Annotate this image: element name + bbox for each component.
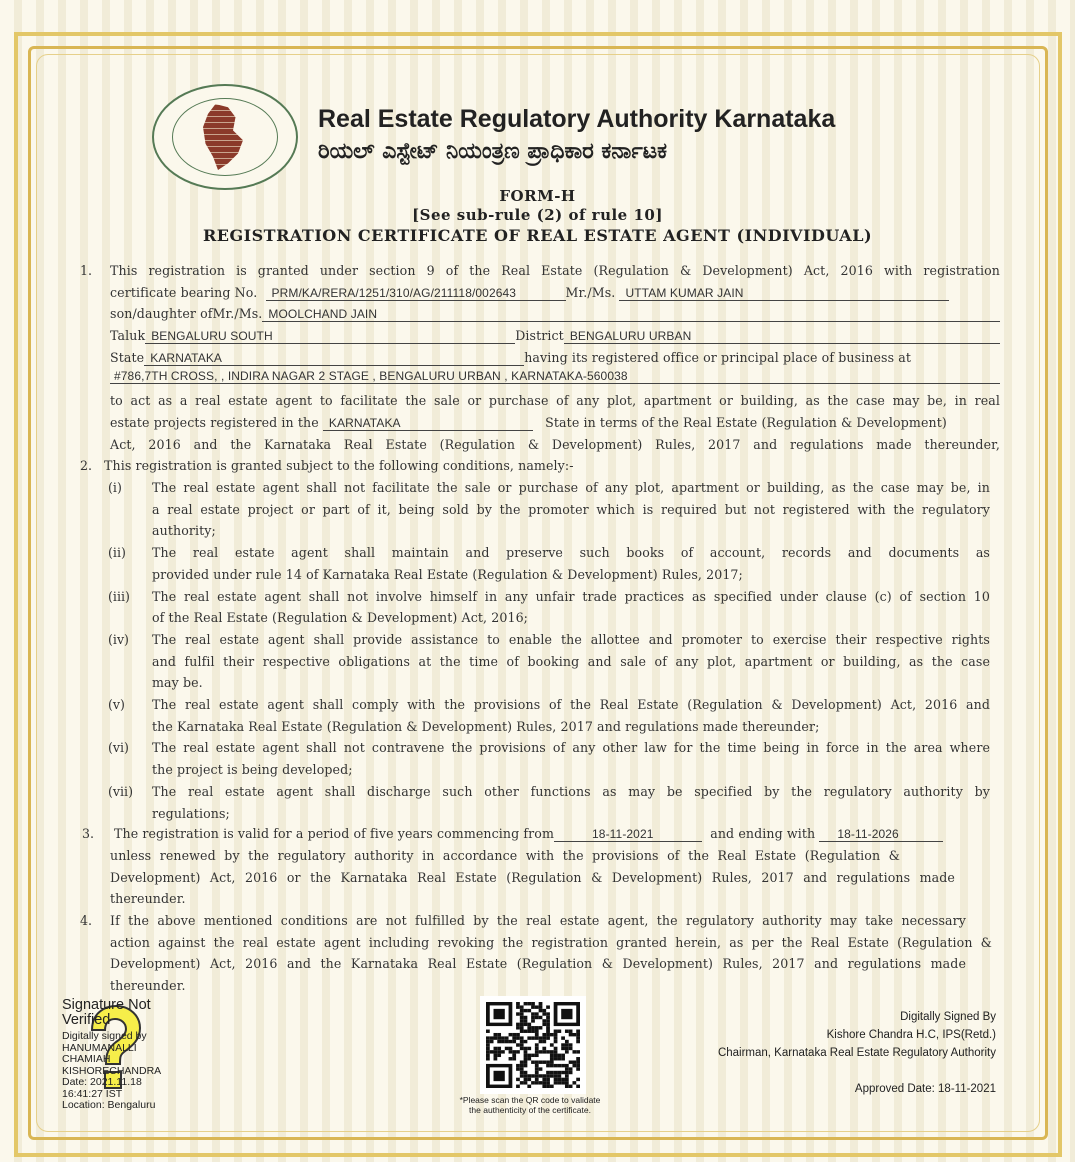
condition-text-line: authority;	[152, 523, 216, 538]
agent-name-field: UTTAM KUMAR JAIN	[619, 286, 949, 301]
condition-text-line: The real estate agent shall comply with the provisions of the Real Estate (Regulation & Development) Act, 2016 and	[152, 697, 990, 712]
signer-line: Digitally Signed By	[900, 1011, 996, 1023]
taluk-line	[110, 325, 1000, 346]
rera-logo	[152, 84, 298, 190]
condition-text-line: The real estate agent shall discharge such other functions as may be specified by the regulatory authority by	[152, 784, 990, 799]
signature-status-line: Signature Not	[62, 997, 151, 1013]
parent-name-field: MOOLCHAND JAIN	[262, 307, 1000, 322]
clause-number: 4.	[80, 913, 93, 928]
signature-detail-line: 16:41:27 IST	[62, 1087, 123, 1100]
text-line: thereunder.	[110, 891, 186, 906]
state-field: KARNATAKA	[144, 351, 524, 366]
condition-text-line: and fulfil their respective obligations at the time of booking and sale of any plot, apartment or building, as the case	[152, 654, 990, 669]
condition-number: (vii)	[108, 784, 133, 799]
signature-status-line: Verified	[62, 1012, 111, 1028]
label: Mr./Ms.	[565, 285, 616, 300]
signature-detail-line: CHAMIAH	[62, 1053, 111, 1065]
clause-number: 2.	[80, 458, 93, 473]
condition-text-line: regulations;	[152, 806, 230, 821]
condition-text-line: The real estate agent shall provide assistance to enable the allottee and promoter to exercise their respective rights	[152, 632, 990, 647]
qr-code[interactable]	[480, 996, 586, 1094]
qr-note-line: the authenticity of the certificate.	[469, 1105, 591, 1115]
validity-line	[114, 823, 996, 844]
signer-block	[718, 1008, 996, 1098]
label: District	[515, 328, 564, 343]
text-line: action against the real estate agent including revoking the registration granted herein, as per the Real Estate (Regulation &	[110, 935, 992, 950]
condition-text-line: a real estate project or part of it, being sold by the promoter which is required but not registered with the regulatory	[152, 502, 990, 517]
condition-text-line: The real estate agent shall not involve himself in any unfair trade practices as specified under clause (c) of section 10	[152, 589, 990, 604]
project-state-line	[110, 412, 1000, 433]
condition-number: (i)	[108, 480, 122, 495]
signer-name: Kishore Chandra H.C, IPS(Retd.)	[826, 1029, 996, 1041]
condition-text-line: The real estate agent shall not contravene the provisions of any other law for the time being in force in the area where	[152, 740, 990, 755]
condition-text-line: may be.	[152, 675, 203, 690]
label: son/daughter ofMr./Ms.	[110, 306, 263, 321]
condition-text-line: the Karnataka Real Estate (Regulation & Development) Rules, 2017 and regulations made thereunder;	[152, 719, 820, 734]
approved-date: Approved Date: 18-11-2021	[854, 1083, 996, 1095]
label: State	[110, 350, 145, 365]
qr-note-line: *Please scan the QR code to validate	[459, 1095, 601, 1105]
clause-number: 3.	[82, 826, 95, 841]
valid-from-field: 18-11-2021	[554, 827, 702, 842]
condition-text-line: The real estate agent shall not facilitate the sale or purchase of any plot, apartment or building, as the case may be, in	[152, 480, 990, 495]
district-field: BENGALURU URBAN	[564, 329, 1000, 344]
condition-number: (vi)	[108, 740, 129, 755]
project-state-field: KARNATAKA	[323, 416, 533, 431]
cert-no-field: PRM/KA/RERA/1251/310/AG/211118/002643	[266, 286, 566, 301]
condition-text-line: of the Real Estate (Regulation & Development) Act, 2016;	[152, 610, 529, 625]
label: and ending with	[710, 826, 816, 841]
clause-number: 1.	[80, 263, 93, 278]
condition-text-line: The real estate agent shall maintain and preserve such books of account, records and documents as	[152, 545, 990, 560]
text-line: If the above mentioned conditions are not fulfilled by the real estate agent, the regulatory authority may take necessary	[110, 913, 966, 928]
cert-no-line	[110, 282, 1000, 303]
parent-line	[110, 303, 1000, 324]
text-line: This registration is granted under section 9 of the Real Estate (Regulation & Development) Act, 2016 with registration	[110, 263, 1000, 278]
signature-details	[62, 1031, 161, 1112]
label: certificate bearing No.	[110, 285, 258, 300]
authority-title-kn: ರಿಯಲ್ ಎಸ್ಟೇಟ್ ನಿಯಂತ್ರಣ ಪ್ರಾಧಿಕಾರ ಕರ್ನಾಟಕ	[318, 139, 667, 164]
certificate-title: REGISTRATION CERTIFICATE OF REAL ESTATE AGENT (INDIVIDUAL)	[202, 226, 873, 245]
state-line	[110, 347, 1000, 368]
label: The registration is valid for a period of five years commencing from	[114, 826, 555, 841]
valid-to-field: 18-11-2026	[819, 827, 943, 842]
condition-number: (v)	[108, 697, 125, 712]
condition-text-line: provided under rule 14 of Karnataka Real Estate (Regulation & Development) Rules, 2017;	[152, 567, 743, 582]
address-field: #786,7TH CROSS, , INDIRA NAGAR 2 STAGE , BENGALURU URBAN , KARNATAKA-560038	[110, 369, 1000, 384]
authority-title-en: Real Estate Regulatory Authority Karnataka	[318, 105, 836, 133]
condition-text-line: the project is being developed;	[152, 762, 353, 777]
text-line: Development) Act, 2016 or the Karnataka Real Estate (Regulation & Development) Rules, 2017 and regulations made	[110, 870, 955, 885]
text-line: unless renewed by the regulatory authority in accordance with the provisions of the Real Estate (Regulation &	[110, 848, 900, 863]
condition-number: (iii)	[108, 589, 130, 604]
text-line: This registration is granted subject to the following conditions, namely:-	[104, 458, 574, 473]
address-line	[110, 369, 1000, 390]
label: Taluk	[110, 328, 146, 343]
signature-detail-line: Location: Bengaluru	[62, 1099, 156, 1111]
signature-detail-line: HANUMANALLI	[62, 1041, 137, 1054]
qr-code-image	[486, 1002, 580, 1088]
taluk-field: BENGALURU SOUTH	[145, 329, 515, 344]
text-line: thereunder.	[110, 978, 186, 993]
condition-number: (iv)	[108, 632, 129, 647]
form-name: FORM-H	[499, 187, 576, 205]
label: State in terms of the Real Estate (Regulation & Development)	[545, 415, 947, 430]
text-line: Development) Act, 2016 and the Karnataka Real Estate (Regulation & Development) Rules, 2017 and regulations made	[110, 956, 966, 971]
qr-note	[430, 1095, 630, 1115]
signature-status	[62, 998, 151, 1028]
signer-title: Chairman, Karnataka Real Estate Regulatory Authority	[717, 1047, 996, 1059]
signature-detail-line: KISHORECHANDRA	[62, 1064, 162, 1077]
form-rule: [See sub-rule (2) of rule 10]	[412, 206, 663, 224]
label: having its registered office or principal place of business at	[524, 350, 912, 365]
condition-number: (ii)	[108, 545, 126, 560]
text-line: to act as a real estate agent to facilitate the sale or purchase of any plot, apartment or building, as the case may be, in real	[110, 393, 1000, 408]
text-line: Act, 2016 and the Karnataka Real Estate (Regulation & Development) Rules, 2017 and regulations made thereunder,	[110, 437, 1000, 452]
label: estate projects registered in the	[110, 415, 319, 430]
signature-detail-line: Date: 2021.11.18	[62, 1076, 142, 1088]
signature-detail-line: Digitally signed by	[62, 1030, 147, 1042]
